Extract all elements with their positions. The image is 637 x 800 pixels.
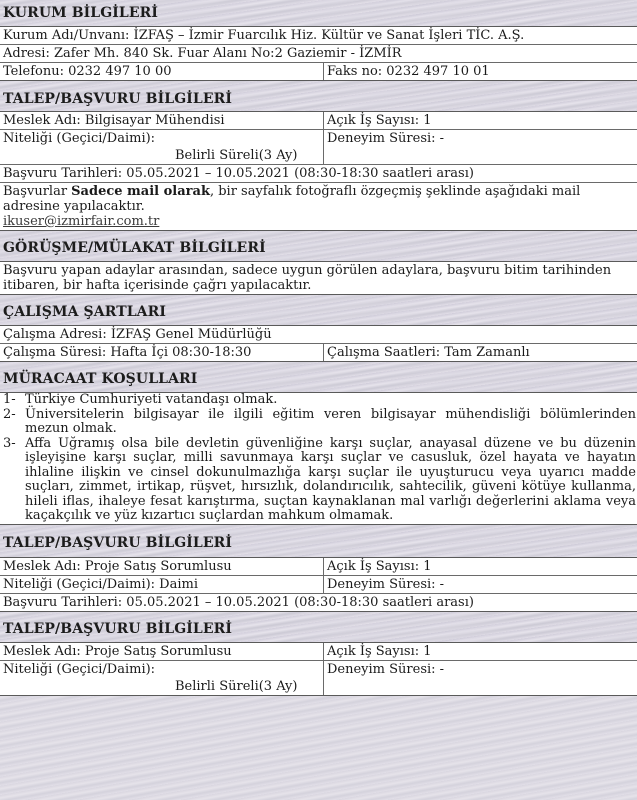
kurum-address: Adresi: Zafer Mh. 840 Sk. Fuar Alanı No:2 Gaziemir - İZMİR	[3, 46, 402, 61]
talep-3-deneyim: Deneyim Süresi: -	[327, 661, 445, 677]
talep-1-nitelik	[0, 130, 324, 164]
talep-1-basvuru-text	[0, 183, 637, 230]
condition-number: 2-	[3, 406, 16, 422]
section-heading-kurum: KURUM BİLGİLERİ	[0, 0, 637, 26]
section-heading-calisma: ÇALIŞMA ŞARTLARI	[0, 295, 637, 325]
section-heading-talep-2: TALEP/BAŞVURU BİLGİLERİ	[0, 525, 637, 557]
talep-3-nitelik-row	[0, 661, 637, 695]
condition-item	[0, 437, 637, 524]
talep-1-acik-is: Açık İş Sayısı: 1	[327, 113, 432, 128]
calisma-adres-row	[0, 326, 637, 344]
talep-3-table	[0, 642, 637, 696]
talep-3-nitelik-value: Belirli Süreli(3 Ay)	[175, 678, 298, 694]
talep-2-deneyim: Deneyim Süresi: -	[327, 576, 445, 592]
kurum-phone: Telefonu: 0232 497 10 00	[0, 63, 324, 80]
talep-3-nitelik	[0, 661, 324, 695]
condition-number: 1-	[3, 392, 16, 407]
condition-text: Türkiye Cumhuriyeti vatandaşı olmak.	[25, 392, 278, 407]
talep-3-meslek: Meslek Adı: Proje Satış Sorumlusu	[0, 643, 324, 660]
talep-2-tarihler: Başvuru Tarihleri: 05.05.2021 – 10.05.2021 (08:30-18:30 saatleri arası)	[3, 594, 474, 610]
calisma-sure-row	[0, 344, 637, 361]
conditions-list	[0, 393, 637, 524]
section-heading-muracaat: MÜRACAAT KOŞULLARI	[0, 362, 637, 392]
calisma-sure: Çalışma Süresi: Hafta İçi 08:30-18:30	[0, 344, 324, 361]
talep-1-nitelik-row	[0, 130, 637, 165]
email-link[interactable]: ikuser@izmirfair.com.tr	[3, 214, 160, 229]
condition-text: Affa Uğramış olsa bile devletin güvenliğine karşı suçlar, anayasal düzene ve bu düzenin işleyişine karşı suçlar, milli savunmaya karşı suçlar ve casusluk, özel hayata ve hayatın ihlaline ilişkin ve cinsel dokunulmazlığa karşı suçlar ile uyuşturucu veya uyarıcı madde suçları, zimmet, irtikap, rüşvet, hırsızlık, dolandırıcılık, sahtecilik, güveni kötüye kullanma, hileli iflas, ihaleye fesat karıştırma, suçtan kaynaklanan mal varlığı değerlerini aklama veya kaçakçılık ve yüz kızartıcı suçlardan mahkum olmamak.	[25, 435, 636, 523]
muracaat-table	[0, 392, 637, 525]
talep-2-meslek-row	[0, 558, 637, 576]
talep-1-basvuru-row	[0, 183, 637, 230]
talep-1-meslek: Meslek Adı: Bilgisayar Mühendisi	[0, 112, 324, 129]
section-heading-talep-3: TALEP/BAŞVURU BİLGİLERİ	[0, 612, 637, 642]
kurum-address-row	[0, 45, 637, 63]
talep-1-nitelik-value: Belirli Süreli(3 Ay)	[175, 148, 298, 163]
calisma-saatler: Çalışma Saatleri: Tam Zamanlı	[327, 345, 530, 360]
basvuru-post: , bir sayfalık fotoğraflı özgeçmiş şeklinde aşağıdaki mail adresine yapılacaktır.	[3, 184, 581, 214]
talep-2-nitelik-row	[0, 576, 637, 594]
gorusme-text: Başvuru yapan adaylar arasından, sadece uygun görülen adaylara, başvuru bitim tarihinden itibaren, bir hafta içerisinde çağrı yapılacaktır.	[3, 263, 612, 293]
talep-2-tarihler-row	[0, 594, 637, 611]
talep-1-nitelik-label: Niteliği (Geçici/Daimi):	[3, 131, 156, 146]
talep-3-acik-is: Açık İş Sayısı: 1	[327, 643, 432, 659]
kurum-contact-row	[0, 63, 637, 80]
talep-2-nitelik: Niteliği (Geçici/Daimi): Daimi	[0, 576, 324, 593]
talep-2-acik-is: Açık İş Sayısı: 1	[327, 558, 432, 574]
talep-3-nitelik-label: Niteliği (Geçici/Daimi):	[3, 661, 156, 677]
talep-3-meslek-row	[0, 643, 637, 661]
condition-number: 3-	[3, 435, 16, 451]
condition-item	[0, 393, 637, 408]
condition-text: Üniversitelerin bilgisayar ile ilgili eğitim veren bilgisayar mühendisliği bölümlerinden mezun olmak.	[25, 406, 636, 436]
basvuru-bold: Sadece mail olarak	[71, 184, 210, 199]
gorusme-row	[0, 262, 637, 294]
talep-1-table	[0, 111, 637, 231]
kurum-table	[0, 26, 637, 81]
talep-1-tarihler: Başvuru Tarihleri: 05.05.2021 – 10.05.2021 (08:30-18:30 saatleri arası)	[3, 166, 474, 181]
calisma-table	[0, 325, 637, 362]
talep-1-deneyim: Deneyim Süresi: -	[327, 131, 445, 146]
section-heading-gorusme: GÖRÜŞME/MÜLAKAT BİLGİLERİ	[0, 231, 637, 261]
calisma-adres: Çalışma Adresi: İZFAŞ Genel Müdürlüğü	[3, 327, 272, 342]
gorusme-table	[0, 261, 637, 295]
basvuru-pre: Başvurlar	[3, 184, 72, 199]
condition-item	[0, 408, 637, 437]
kurum-fax: Faks no: 0232 497 10 01	[327, 64, 490, 79]
talep-2-meslek: Meslek Adı: Proje Satış Sorumlusu	[0, 558, 324, 575]
talep-2-table	[0, 557, 637, 612]
kurum-name-row	[0, 27, 637, 45]
section-heading-talep-1: TALEP/BAŞVURU BİLGİLERİ	[0, 81, 637, 111]
talep-1-meslek-row	[0, 112, 637, 130]
talep-1-tarihler-row	[0, 165, 637, 183]
kurum-name: Kurum Adı/Unvanı: İZFAŞ – İzmir Fuarcılık Hiz. Kültür ve Sanat İşleri TİC. A.Ş.	[3, 28, 525, 43]
